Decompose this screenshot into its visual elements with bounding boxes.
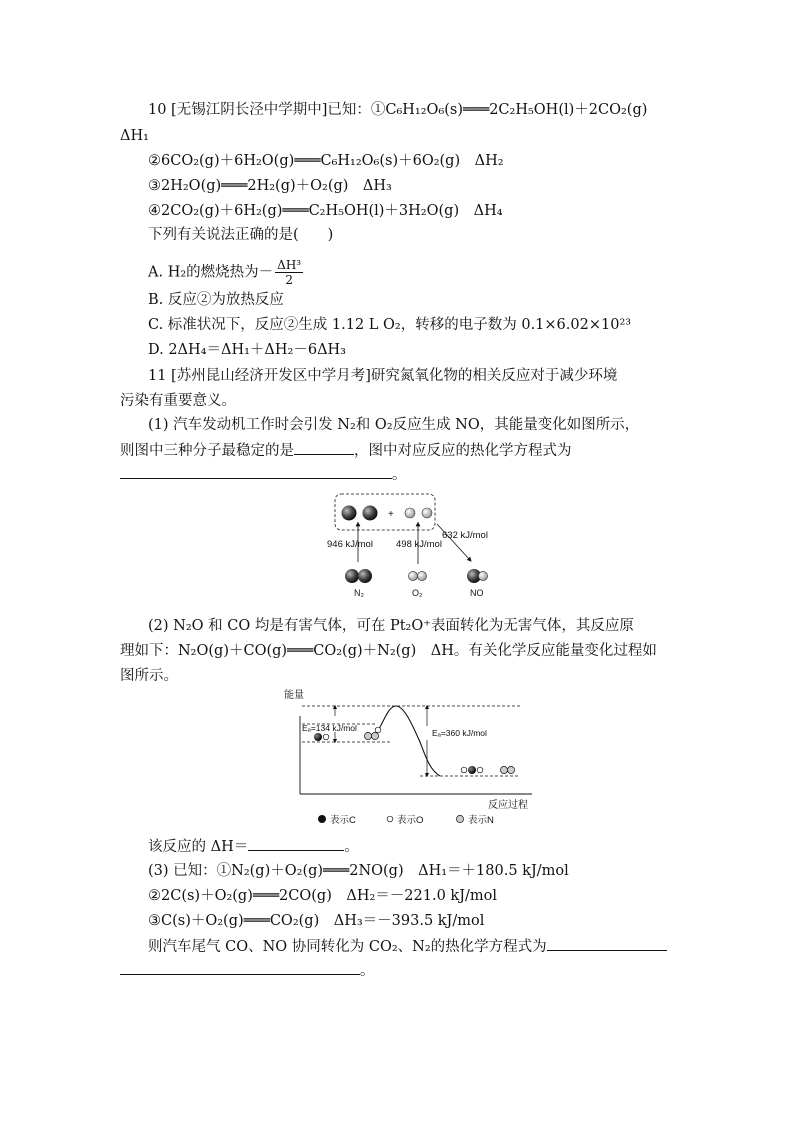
answer-blank-thermo-equation-2b[interactable] [120,960,360,975]
q10-option-a-prefix: A. H₂的燃烧热为－ [148,264,274,281]
q11-part3-line2: ②2C(s)＋O₂(g)═══2CO(g) ΔH₂＝－221.0 kJ/mol [148,888,498,904]
o-atom-icon [477,767,483,773]
y-axis-label: 能量 [284,690,304,701]
n-atom-icon [507,766,514,773]
n2-molecule-icon [345,569,359,583]
legend-o-label: 表示O [397,815,424,826]
o-atom-icon [422,508,432,518]
label-498: 498 kJ/mol [396,539,442,550]
q11-part1-line1: (1) 汽车发动机工作时会引发 N₂和 O₂反应生成 NO，其能量变化如图所示， [148,417,640,433]
o-atom-icon [461,767,467,773]
bond-energy-figure [325,490,505,600]
c-atom-icon [468,766,476,774]
label-946: 946 kJ/mol [327,539,373,550]
no-molecule-icon [478,571,487,580]
n-atom-icon [364,732,371,739]
q11-part3-line1: (3) 已知：①N₂(g)＋O₂(g)═══2NO(g) ΔH₁＝＋180.5 kJ/mol [148,863,569,879]
q11-part3-end: 。 [360,963,375,979]
q10-option-b: B. 反应②为放热反应 [148,292,284,308]
label-o2: O₂ [412,588,423,598]
n2-molecule-icon [358,569,372,583]
q11-part2-line1: (2) N₂O 和 CO 均是有害气体，可在 Pt₂O⁺表面转化为无害气体，其反应原 [148,618,634,634]
q10-stem: 下列有关说法正确的是( ) [148,227,334,243]
label-632: 632 kJ/mol [442,530,488,541]
q11-part2-end: 。 [344,839,359,855]
o-atom-icon [375,727,381,733]
q11-part3-line4 [148,936,667,957]
q11-part2-line3: 图所示。 [120,668,178,684]
q11-part2-answer-label: 该反应的 ΔH＝ [148,839,249,855]
q11-part2-line2: 理如下：N₂O(g)＋CO(g)═══CO₂(g)＋N₂(g) ΔH。有关化学反应能量变化过程如 [120,643,657,659]
legend-c-label: 表示C [330,815,356,826]
q11-line2: 污染有重要意义。 [120,393,236,409]
o2-molecule-icon [408,571,417,580]
q11-part1-line2 [120,440,572,461]
answer-blank-delta-h[interactable] [248,836,344,851]
o-atom-icon [405,508,415,518]
q10-option-a [148,258,303,287]
n-atom-icon [371,732,378,739]
q11-part3-line3: ③C(s)＋O₂(g)═══CO₂(g) ΔH₃＝－393.5 kJ/mol [148,913,485,929]
answer-blank-thermo-equation-1[interactable] [120,464,392,479]
q10-line2: ②6CO₂(g)＋6H₂O(g)═══C₆H₁₂O₆(s)＋6O₂(g) ΔH₂ [148,153,504,169]
reaction-curve [376,706,440,776]
q11-part1-end: 。 [392,467,407,483]
q11-part3-line5 [120,960,375,981]
legend-n-icon [456,815,463,822]
x-axis-label: 反应过程 [488,800,528,811]
label-no: NO [470,588,484,598]
q11-part3-text-d: 则汽车尾气 CO、NO 协同转化为 CO₂、N₂的热化学方程式为 [148,939,547,955]
q10-option-a-denominator: 2 [285,273,293,287]
q10-line1b: ΔH₁ [120,128,149,144]
n-atom-icon [363,506,378,521]
q11-part1-line3 [120,464,407,485]
q10-option-c: C. 标准状况下，反应②生成 1.12 L O₂，转移的电子数为 0.1×6.02×10²³ [148,317,632,333]
o2-molecule-icon [417,571,426,580]
q10-line3: ③2H₂O(g)═══2H₂(g)＋O₂(g) ΔH₃ [148,178,392,194]
label-n2: N₂ [354,588,364,598]
c-atom-icon [314,733,322,741]
q10-option-d: D. 2ΔH₄＝ΔH₁＋ΔH₂－6ΔH₃ [148,342,346,358]
plus-sign: + [388,509,394,520]
n-atom-icon [342,506,357,521]
answer-blank-most-stable[interactable] [294,440,354,455]
legend-n-label: 表示N [468,815,494,826]
o-atom-icon [323,734,329,740]
q10-line4: ④2CO₂(g)＋6H₂(g)═══C₂H₅OH(l)＋3H₂O(g) ΔH₄ [148,203,503,219]
q11-part1-text-c: ，图中对应反应的热化学方程式为 [354,443,572,459]
legend-c-icon [318,815,326,823]
q10-line1: 10 [无锡江阴长泾中学期中]已知：①C₆H₁₂O₆(s)═══2C₂H₅OH(l)＋2CO₂(g) [148,102,648,118]
n-atom-icon [500,766,507,773]
legend-o-icon [387,816,393,822]
energy-profile-figure [280,686,540,828]
q11-part2-answer-line [148,836,359,857]
q10-option-a-numerator: ΔH³ [277,258,302,272]
q11-line1: 11 [苏州昆山经济开发区中学月考]研究氮氧化物的相关反应对于减少环境 [148,368,618,384]
answer-blank-thermo-equation-2a[interactable] [547,936,667,951]
q11-part1-text-b: 则图中三种分子最稳定的是 [120,443,294,459]
ea2-label: Eₐ=360 kJ/mol [432,728,487,738]
ea1-label: Eₐ=134 kJ/mol [302,723,357,733]
q10-option-a-fraction [275,258,303,287]
